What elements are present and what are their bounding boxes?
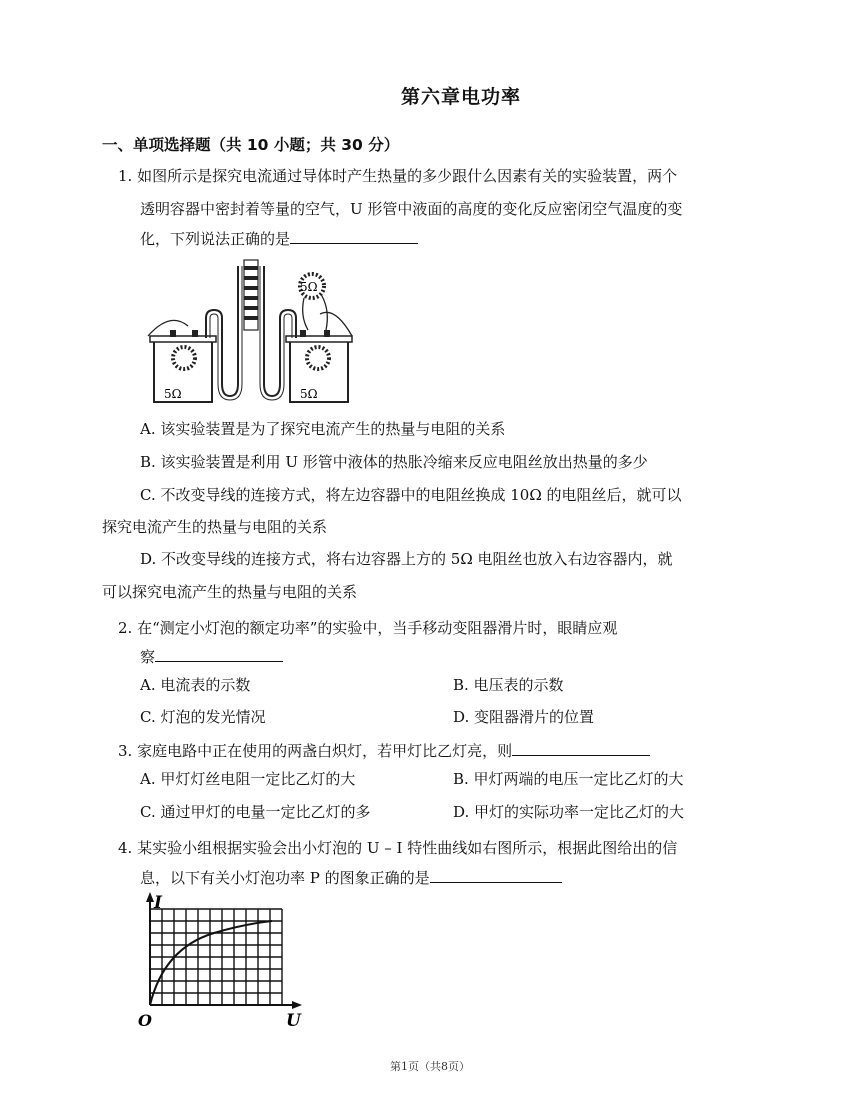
fig-label-left: 5Ω bbox=[164, 387, 182, 401]
q2-line2-text: 察 bbox=[140, 648, 156, 666]
q1-line3-text: 化，下列说法正确的是 bbox=[140, 230, 291, 248]
q1-option-b[interactable]: B. 该实验装置是利用 U 形管中液体的热胀冷缩来反应电阻丝放出热量的多少 bbox=[140, 453, 648, 471]
q3-option-a[interactable]: A. 甲灯灯丝电阻一定比乙灯的大 bbox=[140, 770, 356, 788]
q3-line1 bbox=[118, 740, 650, 761]
q2-answer-blank[interactable] bbox=[155, 646, 283, 662]
q4-line1: 4. 某实验小组根据实验会出小灯泡的 U – I 特性曲线如右图所示，根据此图给出的信 bbox=[118, 839, 678, 857]
q2-option-d[interactable]: D. 变阻器滑片的位置 bbox=[453, 708, 595, 726]
axis-label-u: U bbox=[286, 1011, 301, 1030]
q2-option-a[interactable]: A. 电流表的示数 bbox=[140, 676, 251, 694]
axis-label-i: I bbox=[154, 893, 162, 913]
q1-option-c-line1[interactable]: C. 不改变导线的连接方式，将左边容器中的电阻丝换成 10Ω 的电阻丝后，就可以 bbox=[140, 486, 682, 504]
q3-option-d[interactable]: D. 甲灯的实际功率一定比乙灯的大 bbox=[453, 803, 685, 821]
q1-option-d-line1[interactable]: D. 不改变导线的连接方式，将右边容器上方的 5Ω 电阻丝也放入右边容器内，就 bbox=[140, 550, 673, 568]
origin-label: O bbox=[138, 1011, 152, 1030]
q4-iu-graph bbox=[134, 888, 314, 1030]
q4-line2 bbox=[140, 867, 562, 888]
graph-grid bbox=[150, 909, 282, 1005]
q1-option-c-line2: 探究电流产生的热量与电阻的关系 bbox=[102, 518, 328, 536]
q3-option-c[interactable]: C. 通过甲灯的电量一定比乙灯的多 bbox=[140, 803, 371, 821]
q3-option-b[interactable]: B. 甲灯两端的电压一定比乙灯的大 bbox=[453, 770, 684, 788]
q1-line2: 透明容器中密封着等量的空气，U 形管中液面的高度的变化反应密闭空气温度的变 bbox=[140, 200, 683, 218]
q3-line1-text: 3. 家庭电路中正在使用的两盏白炽灯，若甲灯比乙灯亮，则 bbox=[118, 742, 513, 760]
q3-answer-blank[interactable] bbox=[512, 740, 650, 756]
q1-option-d-line2: 可以探究电流产生的热量与电阻的关系 bbox=[102, 583, 358, 601]
x-axis-arrow-icon bbox=[292, 1001, 302, 1009]
q2-line1: 2. 在“测定小灯泡的额定功率”的实验中，当手移动变阻器滑片时，眼睛应观 bbox=[118, 619, 618, 637]
page-title: 第六章电功率 bbox=[400, 86, 521, 108]
q1-answer-blank[interactable] bbox=[290, 228, 418, 244]
q1-line3 bbox=[140, 228, 418, 249]
fig-label-right: 5Ω bbox=[300, 387, 318, 401]
q2-line2 bbox=[140, 646, 283, 667]
q2-option-c[interactable]: C. 灯泡的发光情况 bbox=[140, 708, 266, 726]
fig-label-top: 5Ω bbox=[300, 280, 318, 294]
q1-line1: 1. 如图所示是探究电流通过导体时产生热量的多少跟什么因素有关的实验装置，两个 bbox=[118, 167, 678, 185]
q4-line2-text: 息，以下有关小灯泡功率 P 的图象正确的是 bbox=[140, 869, 430, 887]
page-footer: 第1页（共8页） bbox=[390, 1060, 470, 1073]
q4-answer-blank[interactable] bbox=[430, 867, 562, 883]
q1-apparatus-figure bbox=[140, 256, 360, 416]
q2-option-b[interactable]: B. 电压表的示数 bbox=[453, 676, 564, 694]
q1-option-a[interactable]: A. 该实验装置是为了探究电流产生的热量与电阻的关系 bbox=[140, 420, 506, 438]
section-heading: 一、单项选择题（共 10 小题；共 30 分） bbox=[102, 136, 400, 154]
y-axis-arrow-icon bbox=[146, 892, 154, 902]
